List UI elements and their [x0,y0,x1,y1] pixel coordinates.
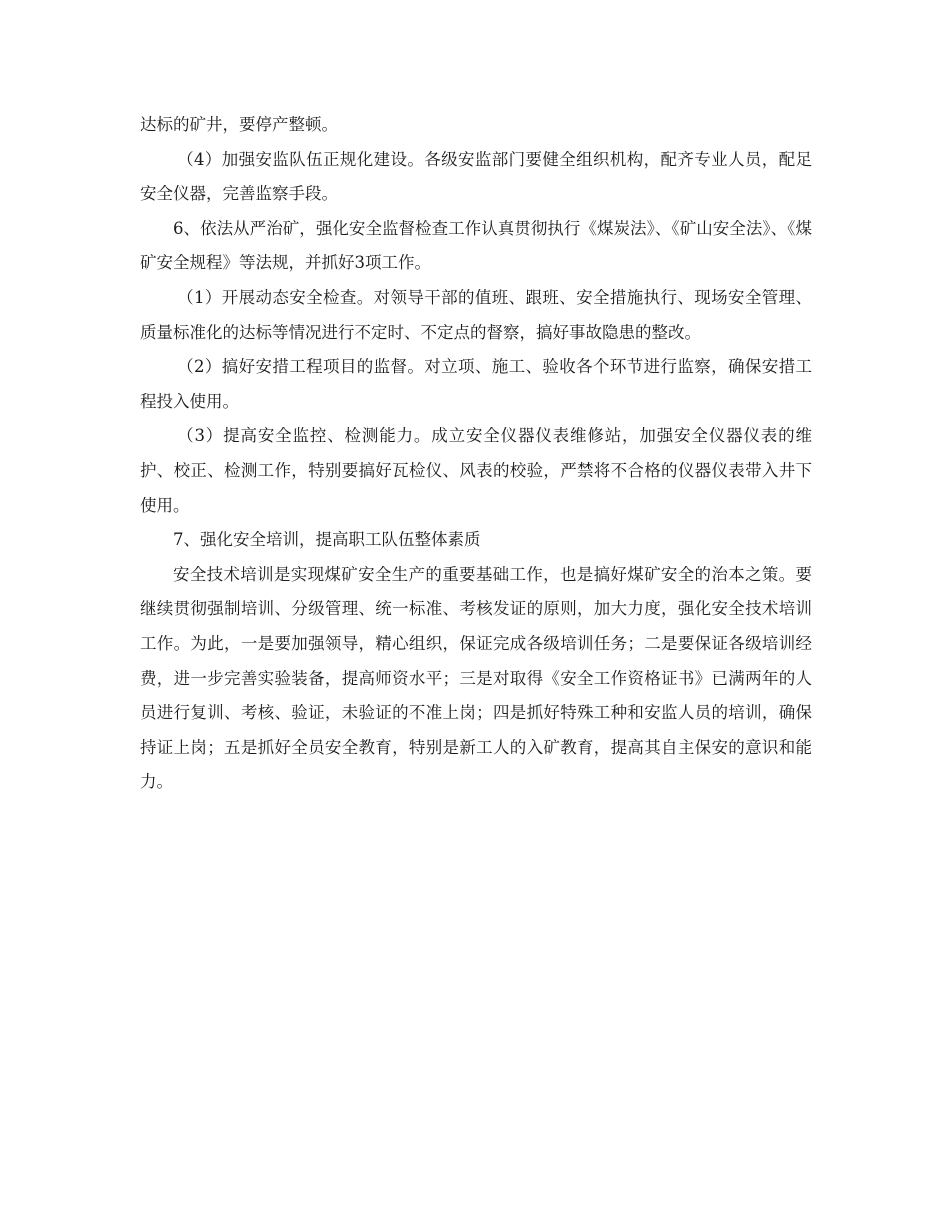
paragraph-training: 安全技术培训是实现煤矿安全生产的重要基础工作，也是搞好煤矿安全的治本之策。要继续贯彻强制培训、分级管理、统一标准、考核发证的原则，加大力度，强化安全技术培训工作。为此，一是要加强领导，精心组织，保证完成各级培训任务；二是要保证各级培训经费，进一步完善实验装备，提高师资水平；三是对取得《安全工作资格证书》已满两年的人员进行复训、考核、验证，未验证的不准上岗；四是抓好特殊工种和安监人员的培训，确保持证上岗；五是抓好全员安全教育，特别是新工人的入矿教育，提高其自主保安的意识和能力。 [140,564,812,792]
paragraph-section-7: 7、强化安全培训，提高职工队伍整体素质 [173,530,481,550]
paragraph-item-3: （3）提高安全监控、检测能力。成立安全仪器仪表维修站，加强安全仪器仪表的维护、校正、检测工作，特别要搞好瓦检仪、风表的校验，严禁将不合格的仪器仪表带入井下使用。 [140,426,812,515]
paragraph-item-1: （1）开展动态安全检查。对领导干部的值班、跟班、安全措施执行、现场安全管理、质量标准化的达标等情况进行不定时、不定点的督察，搞好事故隐患的整改。 [140,287,812,342]
paragraph-item-4: （4）加强安监队伍正规化建设。各级安监部门要健全组织机构，配齐专业人员，配足安全仪器，完善监察手段。 [140,149,812,204]
paragraph-continuation: 达标的矿井，要停产整顿。 [140,115,338,134]
paragraph-item-2: （2）搞好安措工程项目的监督。对立项、施工、验收各个环节进行监察，确保安措工程投入使用。 [140,357,812,411]
document-body [140,108,812,800]
paragraph-section-6: 6、依法从严治矿，强化安全监督检查工作认真贯彻执行《煤炭法》、《矿山安全法》、《煤矿安全规程》等法规，并抓好3项工作。 [140,218,812,273]
